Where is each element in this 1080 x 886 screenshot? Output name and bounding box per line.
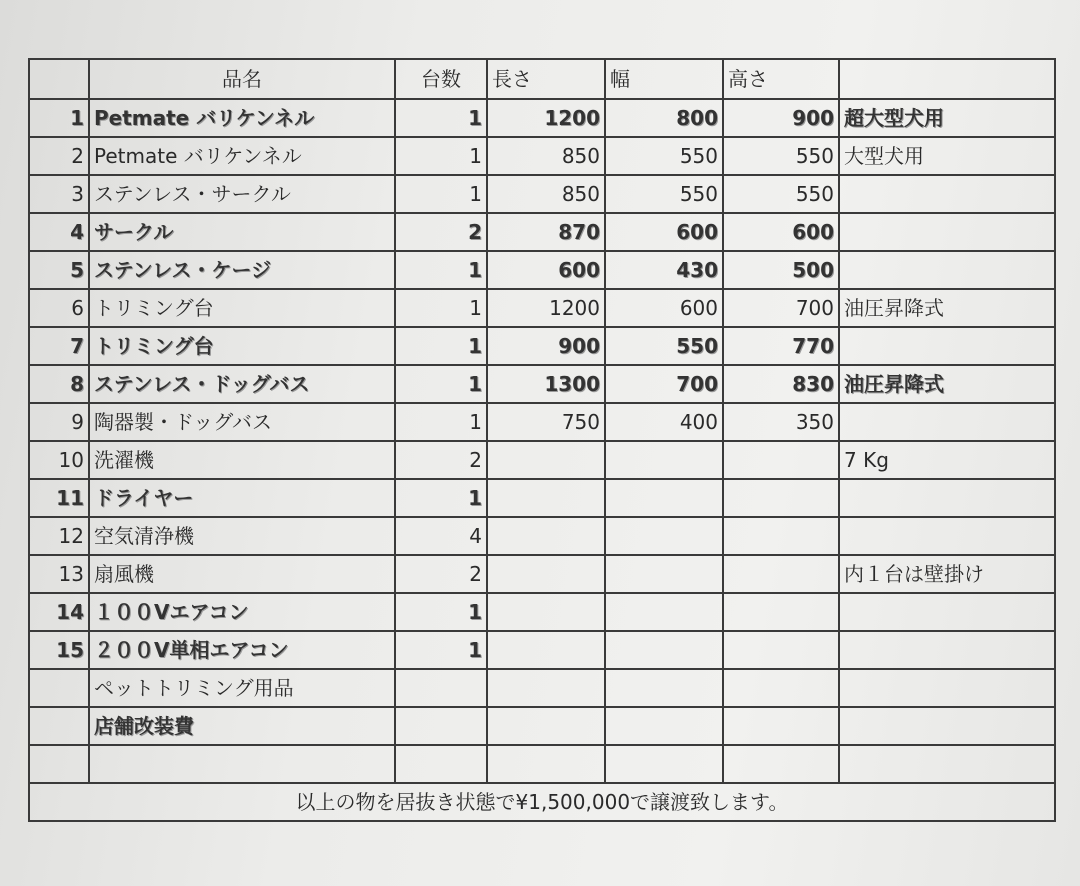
item-quantity [395, 745, 487, 783]
item-height [723, 441, 839, 479]
item-quantity: 1 [395, 479, 487, 517]
item-length: 870 [487, 213, 605, 251]
table-row [29, 441, 1055, 479]
item-height: 350 [723, 403, 839, 441]
item-width: 600 [605, 213, 723, 251]
item-width: 430 [605, 251, 723, 289]
item-number: 11 [29, 479, 89, 517]
item-number: 15 [29, 631, 89, 669]
item-width [605, 745, 723, 783]
item-note: 7 Kg [839, 441, 1055, 479]
item-height: 550 [723, 137, 839, 175]
item-note [839, 707, 1055, 745]
item-number: 5 [29, 251, 89, 289]
table-row [29, 289, 1055, 327]
item-width [605, 707, 723, 745]
item-name: 扇風機 [89, 555, 395, 593]
item-quantity: 2 [395, 213, 487, 251]
item-height: 700 [723, 289, 839, 327]
item-note [839, 251, 1055, 289]
table-row [29, 251, 1055, 289]
table-row [29, 403, 1055, 441]
item-name: トリミング台 [89, 327, 395, 365]
item-width [605, 441, 723, 479]
item-note [839, 479, 1055, 517]
item-quantity: 1 [395, 327, 487, 365]
item-number: 8 [29, 365, 89, 403]
item-name: トリミング台 [89, 289, 395, 327]
item-width: 700 [605, 365, 723, 403]
item-length: 750 [487, 403, 605, 441]
item-name: 洗濯機 [89, 441, 395, 479]
item-height [723, 707, 839, 745]
item-width: 800 [605, 99, 723, 137]
item-number: 6 [29, 289, 89, 327]
header-length: 長さ [487, 59, 605, 99]
item-number: 3 [29, 175, 89, 213]
item-length: 1200 [487, 99, 605, 137]
item-name: ステンレス・サークル [89, 175, 395, 213]
item-quantity: 2 [395, 555, 487, 593]
table-row [29, 631, 1055, 669]
item-width [605, 517, 723, 555]
item-name: １００Vエアコン [89, 593, 395, 631]
item-note [839, 517, 1055, 555]
item-note [839, 327, 1055, 365]
item-note [839, 593, 1055, 631]
item-width [605, 593, 723, 631]
item-note: 油圧昇降式 [839, 289, 1055, 327]
item-length: 600 [487, 251, 605, 289]
item-height [723, 631, 839, 669]
item-number: 2 [29, 137, 89, 175]
item-quantity: 2 [395, 441, 487, 479]
item-number: 10 [29, 441, 89, 479]
item-quantity: 1 [395, 593, 487, 631]
item-length: 900 [487, 327, 605, 365]
item-length: 1300 [487, 365, 605, 403]
item-width: 600 [605, 289, 723, 327]
item-height [723, 593, 839, 631]
item-width [605, 669, 723, 707]
header-note [839, 59, 1055, 99]
item-name: ドライヤー [89, 479, 395, 517]
table-row [29, 707, 1055, 745]
item-name: Petmate バリケンネル [89, 137, 395, 175]
footer-row [29, 783, 1055, 821]
item-length [487, 517, 605, 555]
item-note: 油圧昇降式 [839, 365, 1055, 403]
item-number: 7 [29, 327, 89, 365]
item-note: 内１台は壁掛け [839, 555, 1055, 593]
item-note: 大型犬用 [839, 137, 1055, 175]
item-width: 550 [605, 327, 723, 365]
item-name: 店舗改装費 [89, 707, 395, 745]
item-note [839, 175, 1055, 213]
item-quantity: 1 [395, 251, 487, 289]
table-row [29, 137, 1055, 175]
item-height [723, 479, 839, 517]
table-row [29, 555, 1055, 593]
item-quantity: 1 [395, 289, 487, 327]
item-note: 超大型犬用 [839, 99, 1055, 137]
item-quantity [395, 669, 487, 707]
table-row [29, 99, 1055, 137]
item-length [487, 555, 605, 593]
header-no [29, 59, 89, 99]
table-row [29, 669, 1055, 707]
item-width: 550 [605, 137, 723, 175]
header-qty: 台数 [395, 59, 487, 99]
item-height [723, 669, 839, 707]
item-note [839, 669, 1055, 707]
item-name: ステンレス・ケージ [89, 251, 395, 289]
item-number [29, 707, 89, 745]
item-name [89, 745, 395, 783]
item-number: 4 [29, 213, 89, 251]
item-length [487, 631, 605, 669]
item-width: 400 [605, 403, 723, 441]
table-row [29, 213, 1055, 251]
item-number [29, 745, 89, 783]
item-width: 550 [605, 175, 723, 213]
item-length: 1200 [487, 289, 605, 327]
item-length [487, 669, 605, 707]
header-height: 高さ [723, 59, 839, 99]
item-width [605, 479, 723, 517]
item-length [487, 707, 605, 745]
item-height: 900 [723, 99, 839, 137]
item-number: 13 [29, 555, 89, 593]
item-name: 陶器製・ドッグバス [89, 403, 395, 441]
item-name: Petmate バリケンネル [89, 99, 395, 137]
item-quantity: 1 [395, 137, 487, 175]
item-name: ステンレス・ドッグバス [89, 365, 395, 403]
header-row [29, 59, 1055, 99]
item-height [723, 517, 839, 555]
header-width: 幅 [605, 59, 723, 99]
item-name: ２００V単相エアコン [89, 631, 395, 669]
item-number: 9 [29, 403, 89, 441]
item-note [839, 631, 1055, 669]
item-note [839, 213, 1055, 251]
item-note [839, 403, 1055, 441]
item-number: 1 [29, 99, 89, 137]
item-number [29, 669, 89, 707]
item-height: 600 [723, 213, 839, 251]
table-row [29, 745, 1055, 783]
item-name: サークル [89, 213, 395, 251]
item-height: 830 [723, 365, 839, 403]
table-row [29, 517, 1055, 555]
item-length: 850 [487, 175, 605, 213]
item-note [839, 745, 1055, 783]
item-quantity: 1 [395, 403, 487, 441]
item-number: 12 [29, 517, 89, 555]
table-row [29, 365, 1055, 403]
item-quantity: 4 [395, 517, 487, 555]
inventory-table [28, 58, 1056, 822]
item-height: 550 [723, 175, 839, 213]
item-height [723, 745, 839, 783]
item-height: 500 [723, 251, 839, 289]
item-width [605, 631, 723, 669]
item-quantity: 1 [395, 99, 487, 137]
table-row [29, 593, 1055, 631]
item-quantity [395, 707, 487, 745]
item-quantity: 1 [395, 631, 487, 669]
item-length [487, 441, 605, 479]
item-length [487, 479, 605, 517]
item-length [487, 593, 605, 631]
table-row [29, 327, 1055, 365]
item-length: 850 [487, 137, 605, 175]
item-quantity: 1 [395, 365, 487, 403]
table-row [29, 175, 1055, 213]
item-length [487, 745, 605, 783]
item-height [723, 555, 839, 593]
transfer-statement: 以上の物を居抜き状態で¥1,500,000で譲渡致します。 [29, 783, 1055, 821]
table-row [29, 479, 1055, 517]
item-name: 空気清浄機 [89, 517, 395, 555]
item-name: ペットトリミング用品 [89, 669, 395, 707]
item-number: 14 [29, 593, 89, 631]
item-width [605, 555, 723, 593]
item-quantity: 1 [395, 175, 487, 213]
header-name: 品名 [89, 59, 395, 99]
item-height: 770 [723, 327, 839, 365]
